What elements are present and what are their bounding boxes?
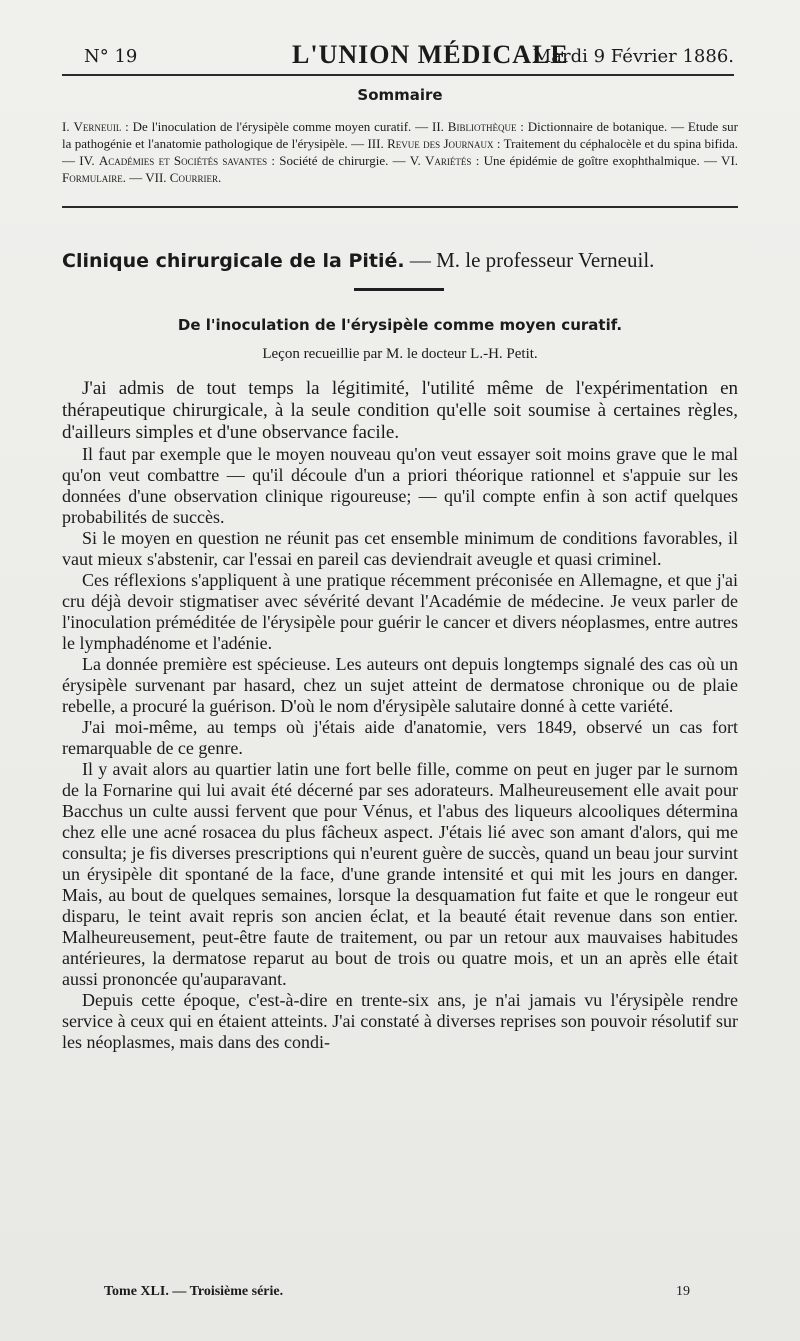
sommaire-text-run: : De l'inoculation de l'érysipèle comme moyen curatif. — II. <box>121 119 448 134</box>
sommaire-section-name: Variétés <box>425 153 472 168</box>
sommaire-text-run: . — VII. <box>122 170 170 185</box>
section-rule <box>354 288 444 291</box>
volume-info: Tome XLI. — Troisième série. <box>104 1284 284 1299</box>
sommaire-section-name: Courrier <box>169 170 218 185</box>
sommaire-section-name: Formulaire <box>62 170 123 185</box>
issue-number: N° 19 <box>84 46 138 67</box>
journal-title: L'UNION MÉDICALE <box>292 40 569 69</box>
article-title: De l'inoculation de l'érysipèle comme moyen curatif. <box>177 316 623 334</box>
header-rule <box>62 74 734 76</box>
paragraph: Ces réflexions s'appliquent à une pratique récemment préconisée en Allemagne, et que j'ai cru déjà devoir stigmatiser avec sévérité devant l'Académie de médecine. Je veux parler de l'inoculation préméditée de l'érysipèle pour guérir le cancer et divers néoplasmes, entre autres le lymphadénome et l'adénie. <box>62 570 738 653</box>
sommaire-text-run: I. <box>62 119 74 134</box>
page-footer <box>104 1284 690 1308</box>
section-heading <box>62 248 738 273</box>
paragraph: J'ai admis de tout temps la légitimité, l'utilité même de l'expérimentation en thérapeutique chirurgicale, à la seule condition qu'elle soit soumise à certaines règles, d'ailleurs simples et d'une observance facile. <box>62 378 738 443</box>
paragraph: Si le moyen en question ne réunit pas cet ensemble minimum de conditions favorables, il vaut mieux s'abstenir, car l'essai en pareil cas deviendrait aveugle et quasi criminel. <box>62 528 738 569</box>
sommaire-title: Sommaire <box>357 86 443 104</box>
paragraph: J'ai moi-même, au temps où j'étais aide d'anatomie, vers 1849, observé un cas fort remarquable de ce genre. <box>62 717 738 758</box>
sommaire-text-run: . <box>217 170 222 185</box>
professor-name: — M. le professeur Verneuil. <box>404 248 655 272</box>
article-body <box>62 378 738 1053</box>
paragraph: Depuis cette époque, c'est-à-dire en trente-six ans, je n'ai jamais vu l'érysipèle rendre service à ceux qui en étaient atteints. J'ai constaté à diverses reprises son pouvoir résolutif sur les néoplasmes, mais dans des condi- <box>62 990 738 1052</box>
sommaire-section-name: Bibliothèque <box>447 119 517 134</box>
paragraph: La donnée première est spécieuse. Les auteurs ont depuis longtemps signalé des cas où un érysipèle survenant par hasard, chez un sujet atteint de dermatose chronique ou de plaie rebelle, a procuré la guérison. D'où le nom d'érysipèle salutaire donné à cette variété. <box>62 654 738 716</box>
sommaire-text-run: : Dictionnaire de botanique. — Etude sur la pathogénie et l'anatomie pathologique de l'érysipèle. — III. <box>62 119 738 151</box>
article-byline: Leçon recueillie par M. le docteur L.-H. Petit. <box>262 346 538 362</box>
sommaire-section-name: Revue des Journaux <box>387 136 494 151</box>
page-header <box>62 36 734 76</box>
sommaire-text-run: : Une épidémie de goître exophthalmique. — VI. <box>471 153 739 168</box>
sommaire-text-run: : Société de chirurgie. — V. <box>267 153 425 168</box>
page-number: 19 <box>676 1284 690 1299</box>
issue-date: Mardi 9 Février 1886. <box>532 46 734 67</box>
section-title: Clinique chirurgicale de la Pitié. <box>62 250 405 272</box>
sommaire-text-run: : Traitement du céphalocèle et du spina bifida. — IV. <box>62 136 739 168</box>
sommaire-rule <box>62 206 738 208</box>
paragraph: Il y avait alors au quartier latin une fort belle fille, comme on peut en juger par le surnom de la Fornarine qui lui avait été décerné par ses adorateurs. Malheureusement elle avait pour Bacchus un culte aussi fervent que pour Vénus, et l'abus des liqueurs alcooliques détermina chez elle une acné rosacea du plus fâcheux aspect. J'étais lié avec son amant d'alors, qui me consulta; je fis diverses prescriptions qui n'eurent guère de succès, quand un beau jour survint un érysipèle dit spontané de la face, d'une grande intensité et qui mit les jours en danger. Mais, au bout de quelques semaines, lorsque la desquamation fut faite et que le rongeur eut disparu, le teint avait repris son ancien éclat, et la beauté était revenue dans son entier. Malheureusement, peut-être faute de traitement, ou par un retour aux mauvaises habitudes antérieures, la dermatose reparut au bout de trois ou quatre mois, et un an après elle était aussi prononcée qu'auparavant. <box>62 759 738 989</box>
sommaire-section-name: Académies et Sociétés savantes <box>98 153 268 168</box>
paragraph: Il faut par exemple que le moyen nouveau qu'on veut essayer soit moins grave que le mal qu'on veut combattre — qu'il découle d'un a priori théorique rationnel et s'appuie sur les données d'une observation clinique rigoureuse; — qu'il compte enfin à son actif quelques probabilités de succès. <box>62 444 738 527</box>
sommaire-contents <box>62 118 738 186</box>
sommaire-section-name: Verneuil <box>73 119 122 134</box>
